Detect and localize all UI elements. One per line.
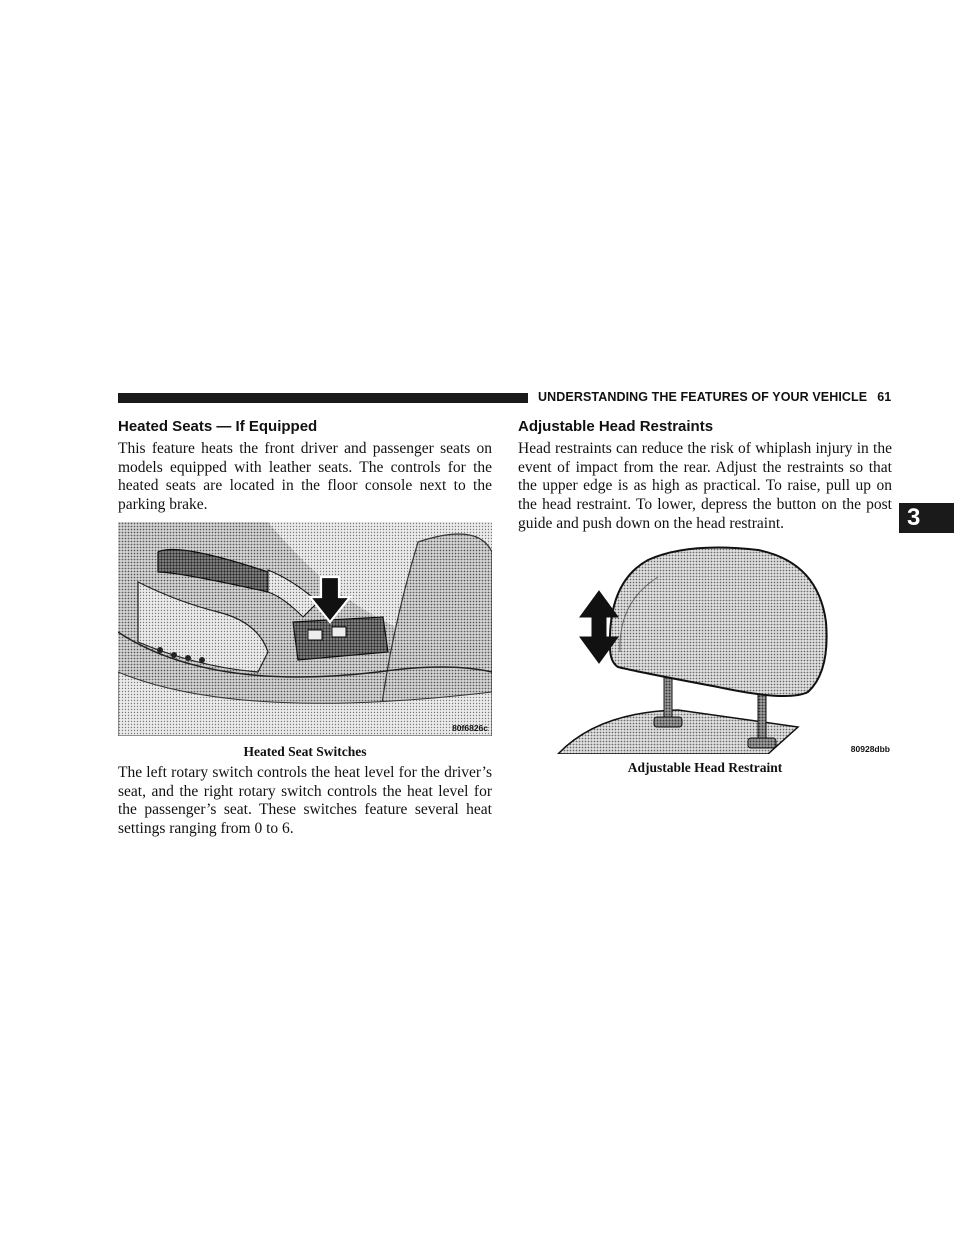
figure-code: 80f6826c <box>452 722 488 733</box>
right-column <box>518 417 892 776</box>
rotary-switch-description: The left rotary switch controls the heat level for the driver’s seat, and the right rotary switch controls the heat level for the passenger’s seat. These switches feature several heat settings ranging from 0 to 6. <box>118 763 492 837</box>
head-restraints-body: Head restraints can reduce the risk of whiplash injury in the event of impact from the rear. Adjust the restraints so that the upper edge is as high as practical. To raise, pull up on the head restraint. To lower, depress the button on the post guide and push down on the head restraint. <box>518 440 892 532</box>
heated-seat-switches-figure <box>118 522 492 736</box>
head-restraint-illustration <box>518 542 892 754</box>
figure-caption: Heated Seat Switches <box>243 743 367 759</box>
heated-seats-heading: Heated Seats — If Equipped <box>118 418 318 435</box>
head-restraint-figure <box>518 542 892 754</box>
running-header <box>538 390 891 404</box>
console-illustration <box>118 522 492 736</box>
page-number: 61 <box>877 390 892 404</box>
left-column <box>118 417 492 839</box>
running-title: UNDERSTANDING THE FEATURES OF YOUR VEHICLE <box>538 390 868 404</box>
header-rule <box>118 393 528 403</box>
heated-seats-intro: This feature heats the front driver and passenger seats on models equipped with leather seats. The controls for the heated seats are located in the floor console next to the parking brake. <box>118 440 492 514</box>
head-restraints-heading: Adjustable Head Restraints <box>518 418 714 435</box>
figure-code: 80928dbb <box>850 743 890 754</box>
chapter-tab: 3 <box>899 503 954 533</box>
figure-caption: Adjustable Head Restraint <box>627 759 783 775</box>
